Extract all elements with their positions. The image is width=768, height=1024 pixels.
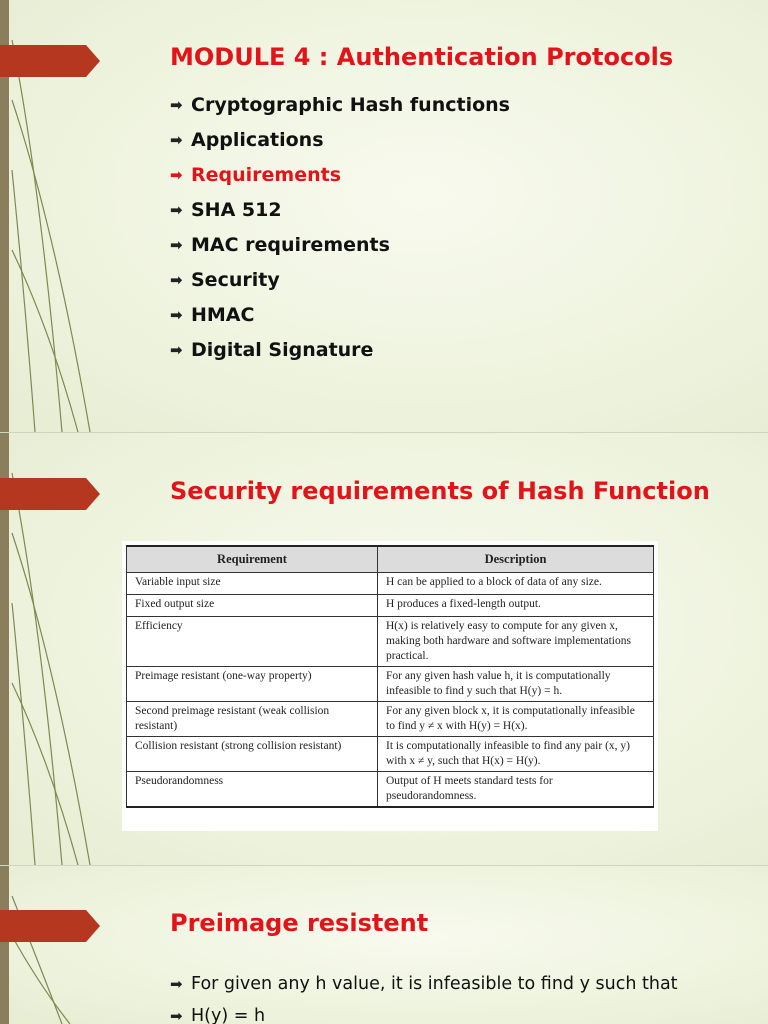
requirement-cell: Collision resistant (strong collision resistant) bbox=[127, 737, 378, 772]
requirement-cell: Preimage resistant (one-way property) bbox=[127, 667, 378, 702]
list-item-label: For given any h value, it is infeasible to find y such that bbox=[191, 974, 678, 994]
description-cell: For any given block x, it is computationally infeasible to find y ≠ x with H(y) = H(x). bbox=[378, 702, 654, 737]
list-item bbox=[170, 1000, 678, 1024]
requirements-table-image bbox=[122, 541, 658, 831]
table-header-row bbox=[127, 546, 654, 573]
slide-title: MODULE 4 : Authentication Protocols bbox=[170, 43, 674, 71]
list-item bbox=[170, 87, 510, 122]
list-item bbox=[170, 968, 678, 1000]
list-item-label: Cryptographic Hash functions bbox=[191, 93, 510, 116]
list-item bbox=[170, 262, 510, 297]
table-row bbox=[127, 573, 654, 595]
list-item bbox=[170, 122, 510, 157]
right-arrow-icon: ➡ bbox=[170, 270, 183, 289]
list-item-label: Applications bbox=[191, 128, 324, 151]
list-item-label: SHA 512 bbox=[191, 198, 282, 221]
requirement-cell: Fixed output size bbox=[127, 595, 378, 617]
right-arrow-icon: ➡ bbox=[170, 165, 183, 184]
slide-title: Preimage resistent bbox=[170, 909, 429, 937]
list-item-label: HMAC bbox=[191, 303, 255, 326]
list-item-label: MAC requirements bbox=[191, 233, 390, 256]
list-item bbox=[170, 297, 510, 332]
list-item-label: H(y) = h bbox=[191, 1006, 266, 1024]
right-arrow-icon: ➡ bbox=[170, 340, 183, 359]
list-item-label: Digital Signature bbox=[191, 338, 374, 361]
description-cell: H produces a fixed-length output. bbox=[378, 595, 654, 617]
right-arrow-icon: ➡ bbox=[170, 305, 183, 324]
title-arrow-icon bbox=[0, 45, 100, 77]
slide-security-requirements bbox=[0, 433, 768, 865]
description-cell: For any given hash value h, it is computationally infeasible to find y such that H(y) = h. bbox=[378, 667, 654, 702]
left-strip bbox=[0, 866, 9, 1024]
requirement-cell: Efficiency bbox=[127, 617, 378, 667]
slide-preimage-resistent bbox=[0, 866, 768, 1024]
requirements-table bbox=[126, 545, 654, 808]
topic-list bbox=[170, 87, 510, 367]
table-row bbox=[127, 737, 654, 772]
point-list bbox=[170, 968, 678, 1024]
table-row bbox=[127, 702, 654, 737]
list-item-label: Requirements bbox=[191, 163, 342, 186]
title-arrow-icon bbox=[0, 478, 100, 510]
table-row bbox=[127, 772, 654, 808]
list-item bbox=[170, 332, 510, 367]
right-arrow-icon: ➡ bbox=[170, 975, 183, 993]
list-item bbox=[170, 227, 510, 262]
description-cell: H(x) is relatively easy to compute for any given x, making both hardware and software implementations practical. bbox=[378, 617, 654, 667]
right-arrow-icon: ➡ bbox=[170, 1007, 183, 1024]
list-item-active bbox=[170, 157, 510, 192]
requirement-cell: Pseudorandomness bbox=[127, 772, 378, 808]
table-row bbox=[127, 595, 654, 617]
list-item-label: Security bbox=[191, 268, 280, 291]
column-header-description: Description bbox=[378, 546, 654, 573]
table-row bbox=[127, 617, 654, 667]
list-item bbox=[170, 192, 510, 227]
table-row bbox=[127, 667, 654, 702]
right-arrow-icon: ➡ bbox=[170, 130, 183, 149]
requirement-cell: Variable input size bbox=[127, 573, 378, 595]
requirement-cell: Second preimage resistant (weak collision resistant) bbox=[127, 702, 378, 737]
right-arrow-icon: ➡ bbox=[170, 235, 183, 254]
right-arrow-icon: ➡ bbox=[170, 95, 183, 114]
title-arrow-icon bbox=[0, 910, 100, 942]
slide-module-4 bbox=[0, 0, 768, 432]
description-cell: Output of H meets standard tests for pseudorandomness. bbox=[378, 772, 654, 808]
right-arrow-icon: ➡ bbox=[170, 200, 183, 219]
description-cell: It is computationally infeasible to find any pair (x, y) with x ≠ y, such that H(x) = H(y). bbox=[378, 737, 654, 772]
slide-title: Security requirements of Hash Function bbox=[170, 477, 710, 505]
column-header-requirement: Requirement bbox=[127, 546, 378, 573]
plant-decoration-icon bbox=[0, 866, 120, 1024]
description-cell: H can be applied to a block of data of any size. bbox=[378, 573, 654, 595]
